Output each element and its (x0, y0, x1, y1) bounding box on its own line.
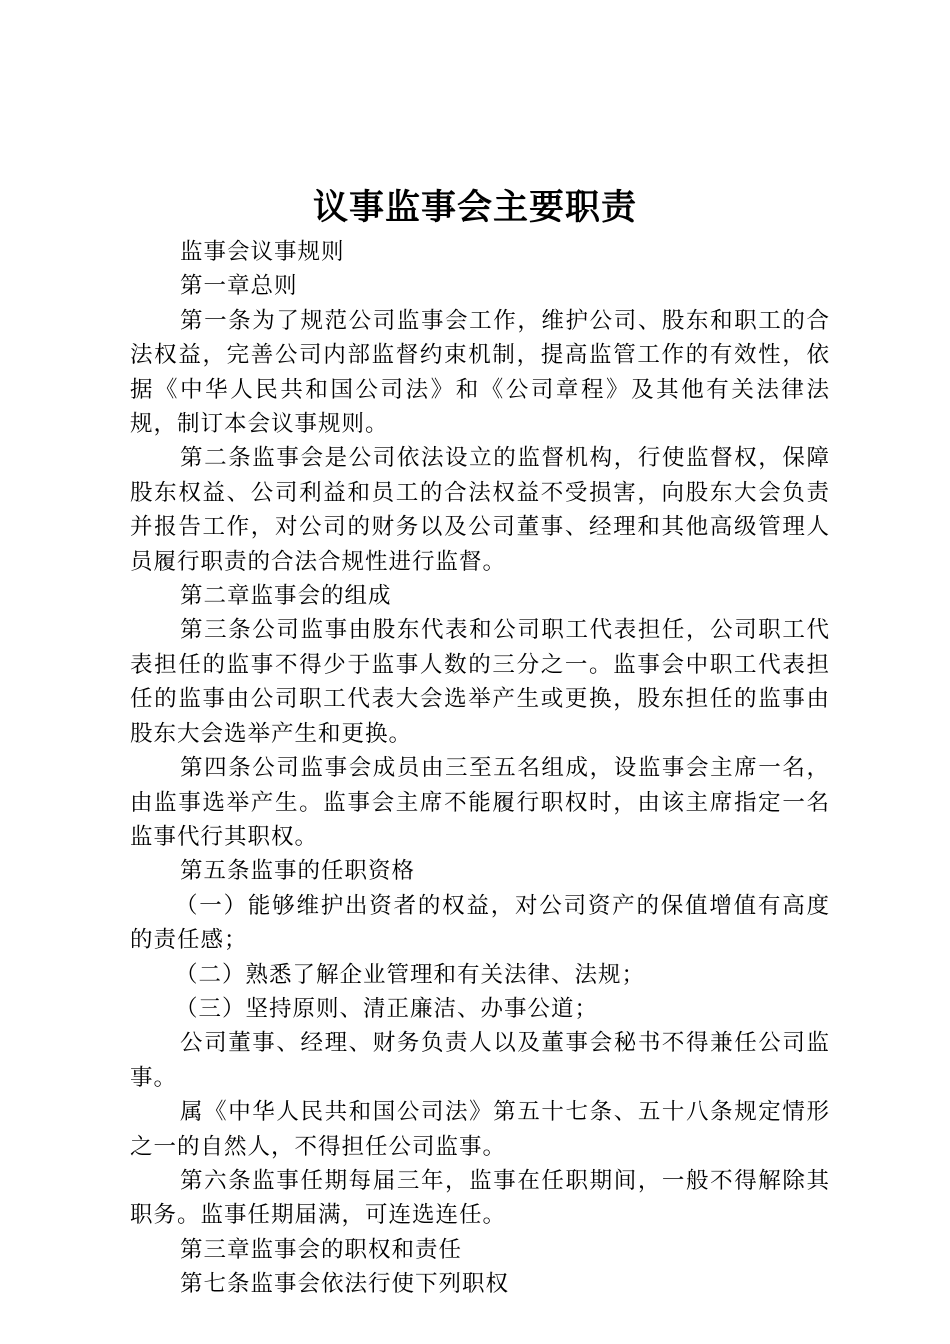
paragraph-chapter-3: 第三章监事会的职权和责任 (180, 1236, 463, 1263)
paragraph-article-6: 第六条监事任期每届三年，监事在任职期间，一般不得解除其职务。监事任期届满，可连选连任。 (130, 1167, 830, 1229)
paragraph-article-2: 第二条监事会是公司依法设立的监督机构，行使监督权，保障股东权益、公司利益和员工的合法权益不受损害，向股东大会负责并报告工作，对公司的财务以及公司董事、经理和其他高级管理人员履行职责的合法合规性进行监督。 (130, 445, 830, 575)
paragraph-item-2: （二）熟悉了解企业管理和有关法律、法规； (175, 961, 646, 988)
paragraph-item-1: （一）能够维护出资者的权益，对公司资产的保值增值有高度的责任感； (130, 892, 830, 954)
paragraph-article-5: 第五条监事的任职资格 (180, 858, 416, 885)
paragraph-article-3: 第三条公司监事由股东代表和公司职工代表担任，公司职工代表担任的监事不得少于监事人数的三分之一。监事会中职工代表担任的监事由公司职工代表大会选举产生或更换，股东担任的监事由股东大会选举产生和更换。 (130, 617, 830, 747)
paragraph-chapter-2: 第二章监事会的组成 (180, 583, 392, 610)
paragraph-subtitle: 监事会议事规则 (180, 239, 345, 265)
paragraph-chapter-1: 第一章总则 (180, 273, 298, 300)
paragraph-restriction-1: 公司董事、经理、财务负责人以及董事会秘书不得兼任公司监事。 (130, 1030, 830, 1091)
paragraph-restriction-2: 属《中华人民共和国公司法》第五十七条、五十八条规定情形之一的自然人，不得担任公司监事。 (130, 1099, 830, 1160)
paragraph-article-7: 第七条监事会依法行使下列职权 (180, 1271, 510, 1298)
paragraph-article-4: 第四条公司监事会成员由三至五名组成，设监事会主席一名，由监事选举产生。监事会主席不能履行职权时，由该主席指定一名监事代行其职权。 (130, 755, 830, 850)
paragraph-item-3: （三）坚持原则、清正廉洁、办事公道； (175, 995, 599, 1022)
document-body (130, 235, 830, 1302)
document-title: 议事监事会主要职责 (312, 187, 637, 228)
paragraph-article-1: 第一条为了规范公司监事会工作，维护公司、股东和职工的合法权益，完善公司内部监督约束机制，提高监管工作的有效性，依据《中华人民共和国公司法》和《公司章程》及其他有关法律法规，制订本会议事规则。 (130, 307, 830, 438)
